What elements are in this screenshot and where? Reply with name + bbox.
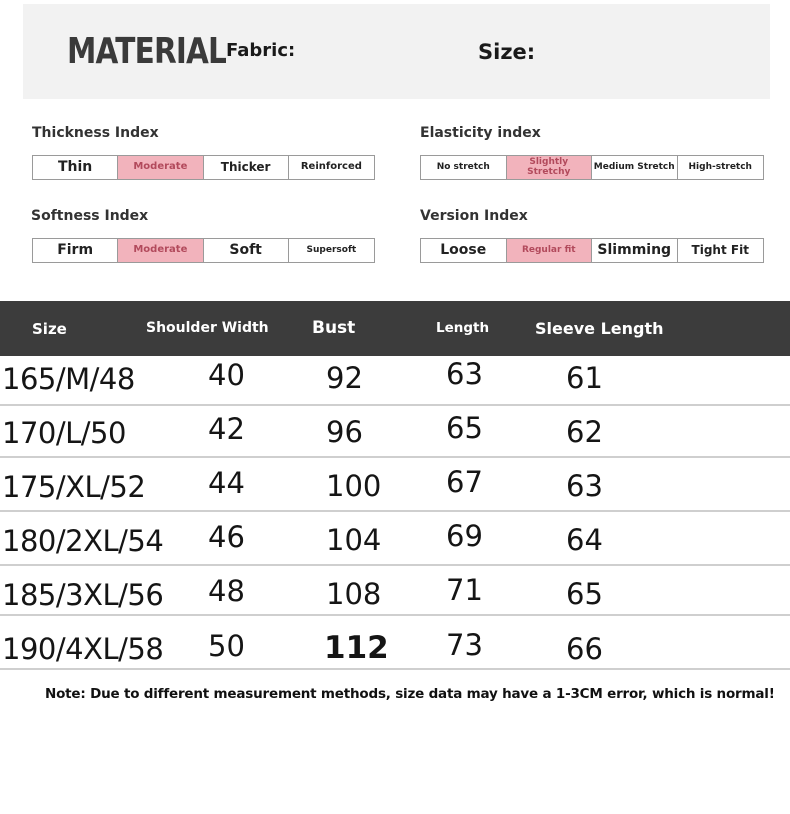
cell-bust: 108: [326, 577, 382, 611]
cell-size: 175/XL/52: [2, 470, 146, 504]
version-option-loose: Loose: [421, 239, 507, 262]
cell-size: 180/2XL/54: [2, 524, 164, 558]
softness-option-supersoft: Supersoft: [306, 244, 357, 255]
cell-length: 67: [446, 465, 483, 499]
version-option-tight-fit: Tight Fit: [691, 243, 749, 258]
cell-bust: 104: [326, 523, 382, 557]
thickness-option-moderate: Moderate: [118, 156, 203, 179]
cell-sleeve: 66: [566, 632, 603, 666]
version-option-regular-fit: Regular fit: [507, 239, 593, 262]
cell-sleeve: 61: [566, 361, 603, 395]
cell-size: 185/3XL/56: [2, 578, 164, 612]
cell-bust: 100: [326, 469, 382, 503]
fabric-label: Fabric:: [226, 40, 296, 61]
elasticity-index-scale: [420, 155, 764, 180]
cell-shoulder: 46: [208, 520, 245, 554]
cell-length: 65: [446, 411, 483, 445]
cell-sleeve: 65: [566, 577, 603, 611]
thickness-option-thin: Thin: [33, 156, 118, 179]
elasticity-index-title: Elasticity index: [420, 125, 541, 141]
cell-shoulder: 44: [208, 466, 245, 500]
cell-bust: 92: [326, 361, 363, 395]
softness-option-moderate: Moderate: [118, 239, 203, 262]
cell-size: 165/M/48: [2, 362, 135, 396]
header-length: Length: [436, 320, 490, 336]
cell-length: 73: [446, 628, 483, 662]
version-index-title: Version Index: [420, 208, 528, 224]
elasticity-option-no-stretch: No stretch: [421, 156, 507, 179]
version-option-slimming: Slimming: [592, 239, 678, 262]
size-table-header: [0, 301, 790, 356]
material-header: [23, 4, 770, 99]
cell-size: 170/L/50: [2, 416, 126, 450]
cell-length: 69: [446, 519, 483, 553]
thickness-index-scale: [32, 155, 375, 180]
thickness-option-thicker: Thicker: [204, 156, 289, 179]
softness-option-soft: Soft: [204, 239, 289, 262]
cell-shoulder: 48: [208, 574, 245, 608]
elasticity-option-medium-stretch: Medium Stretch: [592, 156, 678, 179]
header-size: Size: [32, 320, 67, 338]
table-row: [0, 566, 790, 616]
measurement-note: Note: Due to different measurement methods, size data may have a 1-3CM error, which is normal!: [45, 686, 775, 702]
size-label: Size:: [478, 40, 536, 64]
cell-bust: 112: [324, 630, 389, 666]
table-row: [0, 616, 790, 670]
cell-shoulder: 42: [208, 412, 245, 446]
cell-sleeve: 64: [566, 523, 603, 557]
cell-length: 63: [446, 357, 483, 391]
version-index-scale: [420, 238, 764, 263]
header-shoulder-width: Shoulder Width: [146, 320, 269, 336]
size-table-body: [0, 356, 790, 670]
cell-shoulder: 40: [208, 358, 245, 392]
thickness-index-title: Thickness Index: [32, 125, 159, 141]
elasticity-option-high-stretch: High-stretch: [688, 161, 752, 172]
cell-bust: 96: [326, 415, 363, 449]
softness-option-firm: Firm: [33, 239, 118, 262]
thickness-option-reinforced: Reinforced: [300, 161, 362, 173]
cell-sleeve: 63: [566, 469, 603, 503]
table-row: [0, 512, 790, 566]
softness-index-title: Softness Index: [31, 208, 149, 224]
header-bust: Bust: [312, 318, 356, 338]
cell-length: 71: [446, 573, 483, 607]
table-row: [0, 458, 790, 512]
table-row: [0, 356, 790, 406]
softness-index-scale: [32, 238, 375, 263]
header-sleeve-length: Sleeve Length: [535, 319, 664, 338]
table-row: [0, 406, 790, 458]
cell-shoulder: 50: [208, 629, 245, 663]
cell-size: 190/4XL/58: [2, 632, 164, 666]
elasticity-option-slightly-stretchy: Slightly Stretchy: [507, 156, 593, 179]
material-title: MATERIAL: [67, 31, 227, 72]
cell-sleeve: 62: [566, 415, 603, 449]
